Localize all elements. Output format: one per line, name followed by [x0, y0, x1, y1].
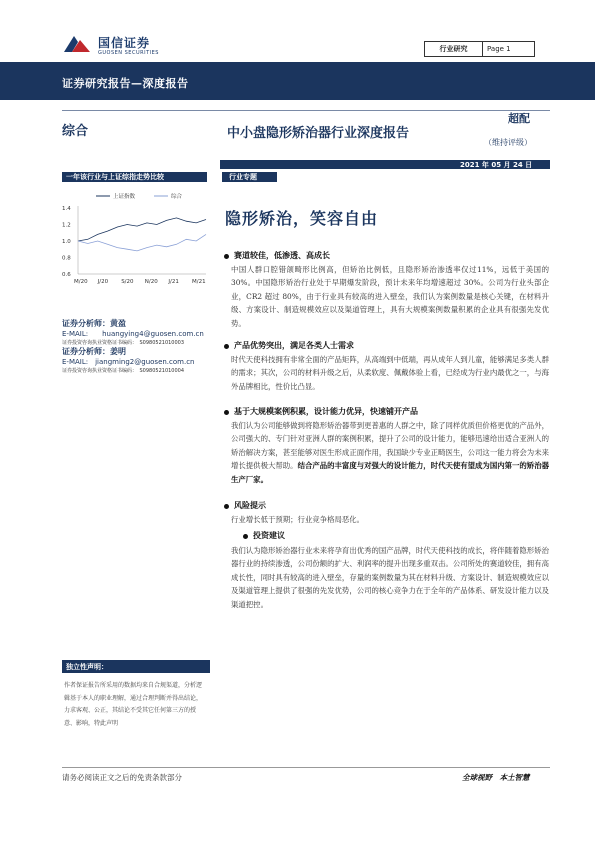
series-line — [78, 218, 206, 241]
chart-box-title: 一年该行业与上证综指走势比较 — [66, 173, 164, 181]
divider — [62, 110, 550, 111]
bullet-icon — [224, 504, 229, 509]
y-tick-label: 0.6 — [62, 272, 71, 278]
analyst-name: 姜明 — [110, 347, 126, 356]
section-body: 中国人群口腔错颌畸形比例高，但矫治比例低，且隐形矫治渗透率仅过11%，远低于美国的 30%。中国隐形矫治行业处于早期爆发阶段，预计未来年均增速超过 30%。公司为行业头部企业，CR2 超过 80%，由于行业具有较高的进入壁垒，我们认为案例数量是核心关键，在材料升级、方案设计、制造规模效应以及渠道管理上，具有大规模案例数量积累的企业具有很强先发优势。 — [231, 265, 549, 328]
report-title: 中小盘隐形矫治器行业深度报告 — [227, 126, 410, 141]
x-tick-label: J/20 — [97, 279, 109, 285]
footer-slogan: 全球视野 本土智慧 — [462, 773, 530, 782]
analyst-1 — [62, 318, 204, 346]
y-tick-label: 1.4 — [62, 206, 71, 212]
legend-label: 综合 — [171, 194, 183, 200]
analyst-license: 证券投资咨询执业资格证书编码： S0980521010004 — [62, 368, 185, 374]
section-body: 时代天使科技拥有非常全面的产品矩阵，从高端到中低端，再从成年人到儿童，能够满足多类人群的需求；其次，公司的材料升级之后，从柔软度、佩戴体验上看，已经成为行业内最优之一，与海外品牌相比，性价比凸显。 — [231, 355, 549, 391]
sector-name: 综合 — [62, 124, 89, 139]
report-type: 行业研究 — [425, 42, 483, 56]
bullet-icon — [224, 344, 229, 349]
x-tick-label: J/21 — [168, 279, 179, 285]
page-number: Page 1 — [487, 45, 511, 53]
guosen-logo-icon — [62, 32, 92, 54]
analyst-2 — [62, 346, 195, 374]
rating-note: （维持评级） — [484, 138, 532, 147]
section-heading: 基于大规模案例积累，设计能力优异，快速铺开产品 — [234, 406, 418, 416]
analyst-email[interactable]: E-MAIL: jiangming2@guosen.com.cn — [62, 358, 195, 366]
report-tag-box — [424, 41, 535, 57]
rating: 超配 — [508, 112, 530, 125]
x-tick-label: M/20 — [74, 279, 88, 285]
footer-divider — [62, 767, 550, 768]
section-highlight: 结合产品的丰富度与对强大的设计能力，时代天使有望成为国内第一的矫治器生产厂家。 — [231, 461, 549, 484]
logo-subtext: GUOSEN SECURITIES — [98, 50, 159, 56]
section-heading: 赛道较佳，低渗透、高成长 — [234, 250, 330, 260]
y-tick-label: 1.2 — [62, 222, 71, 229]
disclaimer-title: 独立性声明： — [66, 663, 108, 671]
analyst-license: 证券投资咨询执业资格证书编码： S0980521010003 — [62, 340, 185, 346]
section-body: 我们认为公司能够做到将隐形矫治器带到更普惠的人群之中，除了同样优质但价格更优的产品外，公司强大的、专门针对亚洲人群的案例积累，提升了公司的设计能力，能够迅速给出适合亚洲人的矫治解决方案，甚至能够对医生形成正面作用，我国缺少专业正畸医生，公司这一能力将会为未来增长提供极大帮助。 — [231, 421, 549, 471]
analyst-label: 证券分析师： — [62, 319, 110, 328]
logo-text: 国信证券 — [98, 36, 151, 50]
x-tick-label: M/21 — [192, 279, 206, 285]
analyst-label: 证券分析师： — [62, 347, 110, 356]
legend-label: 上证指数 — [113, 194, 136, 200]
headline: 隐形矫治，笑容自由 — [225, 209, 379, 228]
series-line — [78, 234, 206, 251]
section-heading: 产品优势突出，满足各类人士需求 — [234, 340, 354, 350]
analyst-name: 黄盈 — [110, 319, 126, 328]
report-date: 2021 年 05 月 24 日 — [460, 161, 533, 169]
invest-section — [231, 530, 549, 611]
section-heading: 风险提示 — [234, 500, 266, 510]
section-body: 行业增长低于预期；行业竞争格局恶化。 — [231, 515, 365, 524]
section-3 — [224, 406, 549, 486]
x-tick-label: S/20 — [121, 279, 134, 285]
x-tick-label: N/20 — [144, 279, 158, 285]
disclaimer-body: 作者保证报告所采用的数据均来自合规渠道，分析逻辑基于本人的职业理解，通过合理判断并得出结论，力求客观、公正，其结论不受其它任何第三方的授意、影响，特此声明 — [64, 682, 203, 727]
bullet-icon — [224, 254, 229, 259]
bullet-icon — [224, 410, 229, 415]
section-1 — [224, 250, 549, 330]
invest-body: 我们认为隐形矫治器行业未来将孕育出优秀的国产品牌，时代天使科技的成长，将伴随着隐形矫治器行业的持续渗透，公司份额的扩大、利润率的提升出现多重双击。公司所处的赛道较佳，拥有高成长性，同时具有较高的进入壁垒，存量的案例数量为其在材料升级、方案设计、制造规模效应以及渠道管理上提供了很强的先发优势，公司的核心竞争力在于全年的产品体系、研发设计能力以及渠道把控。 — [231, 546, 549, 609]
y-tick-label: 1.0 — [62, 239, 71, 245]
band-title: 证券研究报告—深度报告 — [62, 77, 189, 90]
y-tick-label: 0.8 — [62, 255, 71, 262]
invest-heading: 投资建议 — [253, 530, 285, 540]
section-2 — [224, 340, 549, 393]
trend-chart — [60, 186, 210, 296]
bullet-icon — [243, 534, 248, 539]
footer-disclaimer-link: 请务必阅读正文之后的免责条款部分 — [62, 773, 182, 782]
analyst-email[interactable]: E-MAIL: huangying4@guosen.com.cn — [62, 330, 204, 338]
topic-label: 行业专题 — [229, 173, 257, 181]
section-4 — [224, 500, 549, 526]
